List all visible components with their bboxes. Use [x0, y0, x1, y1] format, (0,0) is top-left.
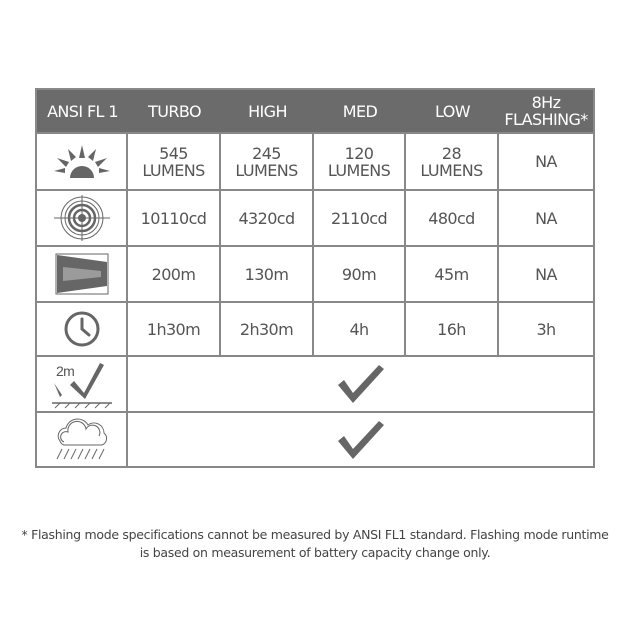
lumens-turbo-value: 545 — [159, 143, 188, 163]
lumens-high-unit: LUMENS — [235, 160, 298, 180]
footnote — [0, 526, 630, 562]
impact-resistance-icon — [50, 359, 114, 409]
footnote-line1: * Flashing mode specifications cannot be measured by ANSI FL1 standard. Flashing mode runtime — [21, 527, 609, 542]
sunburst-icon — [52, 142, 112, 182]
table-header-row — [37, 90, 593, 132]
target-icon — [50, 194, 114, 242]
header-high: HIGH — [248, 101, 287, 121]
lumens-med-value: 120 — [344, 143, 374, 163]
checkmark-icon — [336, 363, 386, 405]
distance-icon-cell — [37, 247, 128, 301]
header-flashing — [499, 90, 593, 132]
intensity-high: 4320cd — [221, 191, 314, 245]
runtime-low: 16h — [406, 303, 499, 355]
distance-flash: NA — [535, 264, 557, 284]
distance-low: 45m — [406, 247, 499, 301]
table-row-water — [37, 411, 593, 466]
table-row-runtime — [37, 301, 593, 355]
table-row-lumens — [37, 132, 593, 189]
impact-value — [128, 357, 593, 411]
intensity-low: 480cd — [406, 191, 499, 245]
distance-med: 90m — [314, 247, 406, 301]
footnote-line2: is based on measurement of battery capacity change only. — [139, 545, 491, 560]
checkmark-icon — [336, 419, 386, 461]
lumens-turbo-unit: LUMENS — [142, 160, 205, 180]
lumens-high — [221, 134, 314, 189]
lumens-low-value: 28 — [441, 143, 462, 163]
water-icon-cell — [37, 413, 128, 466]
header-low: LOW — [435, 101, 470, 121]
intensity-turbo: 10110cd — [128, 191, 221, 245]
header-turbo: TURBO — [148, 101, 201, 121]
beam-distance-icon — [55, 253, 109, 295]
lumens-low — [406, 134, 499, 189]
rain-cloud-icon — [52, 417, 112, 463]
spec-table — [35, 88, 595, 468]
impact-height-label: 2m — [55, 363, 74, 379]
intensity-icon-cell — [37, 191, 128, 245]
header-flashing-line2: FLASHING* — [504, 110, 588, 129]
lumens-flash: NA — [535, 152, 557, 171]
lumens-high-value: 245 — [252, 143, 281, 163]
distance-turbo: 200m — [128, 247, 221, 301]
intensity-flash: NA — [535, 208, 557, 228]
intensity-med: 2110cd — [314, 191, 406, 245]
runtime-icon-cell — [37, 303, 128, 355]
table-row-distance — [37, 245, 593, 301]
lumens-low-unit: LUMENS — [420, 160, 483, 180]
lumens-med-unit: LUMENS — [327, 160, 391, 180]
runtime-turbo: 1h30m — [128, 303, 221, 355]
lumens-med — [314, 134, 406, 189]
water-value — [128, 413, 593, 466]
table-row-impact — [37, 355, 593, 411]
runtime-high: 2h30m — [221, 303, 314, 355]
header-med: MED — [342, 101, 378, 121]
runtime-med: 4h — [314, 303, 406, 355]
table-row-intensity — [37, 189, 593, 245]
header-ansi: ANSI FL 1 — [47, 101, 118, 121]
impact-icon-cell — [37, 357, 128, 411]
clock-icon — [62, 309, 102, 349]
lumens-turbo — [128, 134, 221, 189]
header-flashing-line1: 8Hz — [531, 93, 561, 112]
runtime-flash: 3h — [536, 319, 556, 339]
distance-high: 130m — [221, 247, 314, 301]
lumens-icon-cell — [37, 134, 128, 189]
